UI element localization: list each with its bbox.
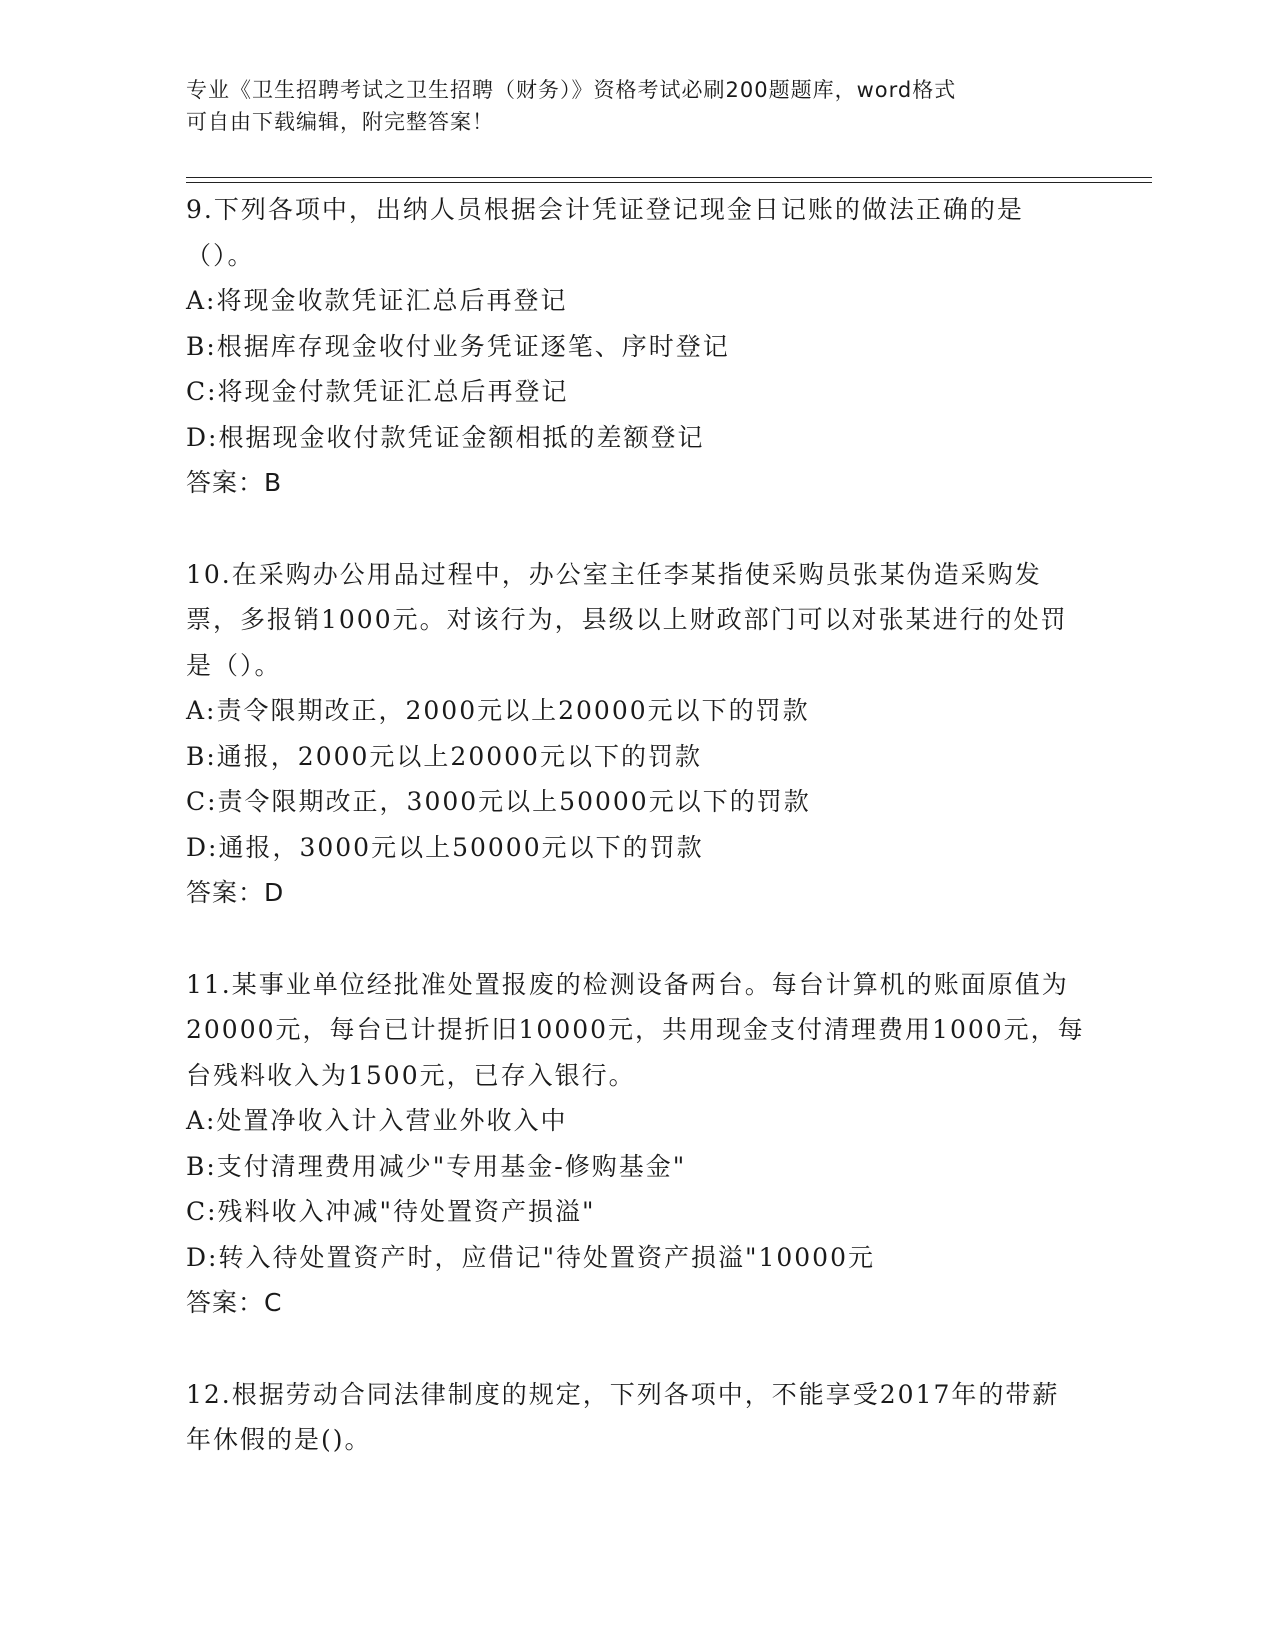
answer-label: 答案：D [186,878,285,907]
option-c: C:将现金付款凭证汇总后再登记 [186,377,569,406]
question-stem: 11.某事业单位经批准处置报废的检测设备两台。每台计算机的账面原值为20000元，每台已计提折旧10000元，共用现金支付清理费用1000元，每台残料收入为1500元，已存入银行。 [186,969,1085,1090]
header-line-1: 专业《卫生招聘考试之卫生招聘（财务）》资格考试必刷200题题库，word格式 [186,78,957,102]
option-d: D:转入待处置资产时，应借记"待处置资产损溢"10000元 [186,1242,875,1272]
option-d: D:根据现金收付款凭证金额相抵的差额登记 [186,422,705,452]
option-a: A:将现金收款凭证汇总后再登记 [186,286,568,315]
question-stem: 12.根据劳动合同法律制度的规定，下列各项中，不能享受2017年的带薪年休假的是()。 [186,1379,1060,1454]
option-c: C:残料收入冲减"待处置资产损溢" [186,1197,596,1226]
question-11 [186,962,1086,1326]
question-10 [186,552,1086,916]
header-line-2: 可自由下载编辑，附完整答案！ [186,110,494,134]
option-a: A:责令限期改正，2000元以上20000元以下的罚款 [186,696,810,725]
question-spacer [186,1326,1086,1372]
option-a: A:处置净收入计入营业外收入中 [186,1106,568,1135]
question-9 [186,187,1086,506]
question-12 [186,1372,1086,1463]
answer-label: 答案：B [186,468,283,497]
header-divider-bottom [186,182,1152,183]
option-c: C:责令限期改正，3000元以上50000元以下的罚款 [186,787,811,816]
option-d: D:通报，3000元以上50000元以下的罚款 [186,832,704,862]
question-spacer [186,916,1086,962]
question-stem: 10.在采购办公用品过程中，办公室主任李某指使采购员张某伪造采购发票，多报销1000元。对该行为，县级以上财政部门可以对张某进行的处罚是（）。 [186,559,1068,680]
answer-label: 答案：C [186,1288,283,1317]
document-header [186,74,1086,138]
option-b: B:根据库存现金收付业务凭证逐笔、序时登记 [186,331,730,361]
header-divider-top [186,177,1152,178]
option-b: B:通报，2000元以上20000元以下的罚款 [186,741,702,771]
question-spacer [186,506,1086,552]
question-list [186,187,1086,1463]
option-b: B:支付清理费用减少"专用基金-修购基金" [186,1151,687,1181]
question-stem: 9.下列各项中，出纳人员根据会计凭证登记现金日记账的做法正确的是（）。 [186,195,1024,270]
